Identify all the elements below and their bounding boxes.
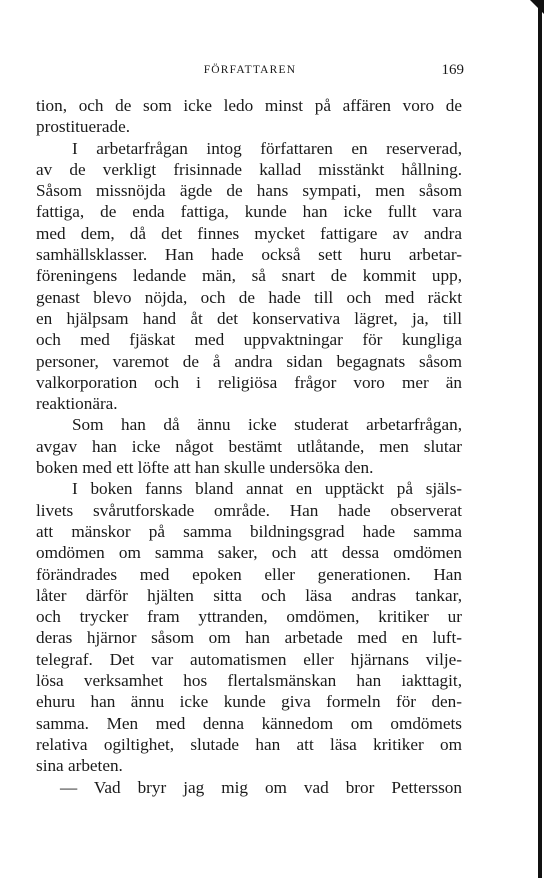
text-line: omdömen om samma saker, och att dessa omdömen <box>36 543 462 563</box>
text-line: en hjälpsam hand åt det konservativa lägret, ja, till <box>36 308 462 328</box>
text-line: telegraf. Det var automatismen eller hjärnans vilje- <box>36 649 462 669</box>
text-line: med dem, då det finnes mycket fattigare av andra <box>36 223 462 243</box>
text-line: avgav han icke något bestämt utlåtande, men slutar <box>36 436 462 456</box>
text-line: Såsom missnöjda ägde de hans sympati, men såsom <box>36 181 462 201</box>
text-line: samhällsklasser. Han hade också sett huru arbetar- <box>36 245 462 265</box>
text-line: föreningens ledande män, så snart de kommit upp, <box>36 266 462 286</box>
text-line: av de verkligt frisinnade kallad misstänkt hållning. <box>36 159 462 179</box>
text-line: livets svårutforskade område. Han hade observerat <box>36 500 462 520</box>
page-number: 169 <box>441 62 464 78</box>
page-header <box>36 64 464 82</box>
text-line: ehuru han ännu icke kunde giva formeln för den- <box>36 692 462 712</box>
text-line: tion, och de som icke ledo minst på affären voro de <box>36 96 462 115</box>
text-line: boken med ett löfte att han skulle undersöka den. <box>36 458 374 478</box>
text-line: förändrades med epoken eller generationen. Han <box>36 564 462 584</box>
text-line: I arbetarfrågan intog författaren en reserverad, <box>72 138 462 158</box>
text-line: sina arbeten. <box>36 756 123 776</box>
page-edge-rule <box>538 6 542 878</box>
text-line: valkorporation och i religiösa frågor voro mer än <box>36 372 462 392</box>
text-line: och med fjäskat med uppvaktningar för kungliga <box>36 330 462 350</box>
text-line: lösa verksamhet hos flertalsmänskan han iakttagit, <box>36 671 462 691</box>
body-text <box>36 95 462 798</box>
text-line: deras hjärnor såsom om han arbetade med en luft- <box>36 628 462 648</box>
text-line: Som han då ännu icke studerat arbetarfrågan, <box>72 415 462 435</box>
text-line: reaktionära. <box>36 394 118 414</box>
text-line: och trycker fram yttranden, omdömen, kritiker ur <box>36 607 462 627</box>
text-line: låter därför hjälten sitta och läsa andras tankar, <box>36 585 462 605</box>
text-line: genast blevo nöjda, och de hade till och med räckt <box>36 287 462 307</box>
text-line: relativa ogiltighet, slutade han att läsa kritiker om <box>36 734 462 754</box>
text-line: personer, varemot de å andra sidan begagnats såsom <box>36 351 462 371</box>
text-line: I boken fanns bland annat en upptäckt på själs- <box>72 479 462 499</box>
text-line: — Vad bryr jag mig om vad bror Pettersson <box>60 777 462 797</box>
text-line: samma. Men med denna kännedom om omdömets <box>36 713 462 733</box>
text-line: prostituerade. <box>36 117 131 137</box>
text-line: fattiga, de enda fattiga, kunde han icke fullt vara <box>36 202 462 222</box>
running-head: FÖRFATTAREN <box>203 64 297 76</box>
text-line: att mänskor på samma bildningsgrad hade samma <box>36 521 462 541</box>
